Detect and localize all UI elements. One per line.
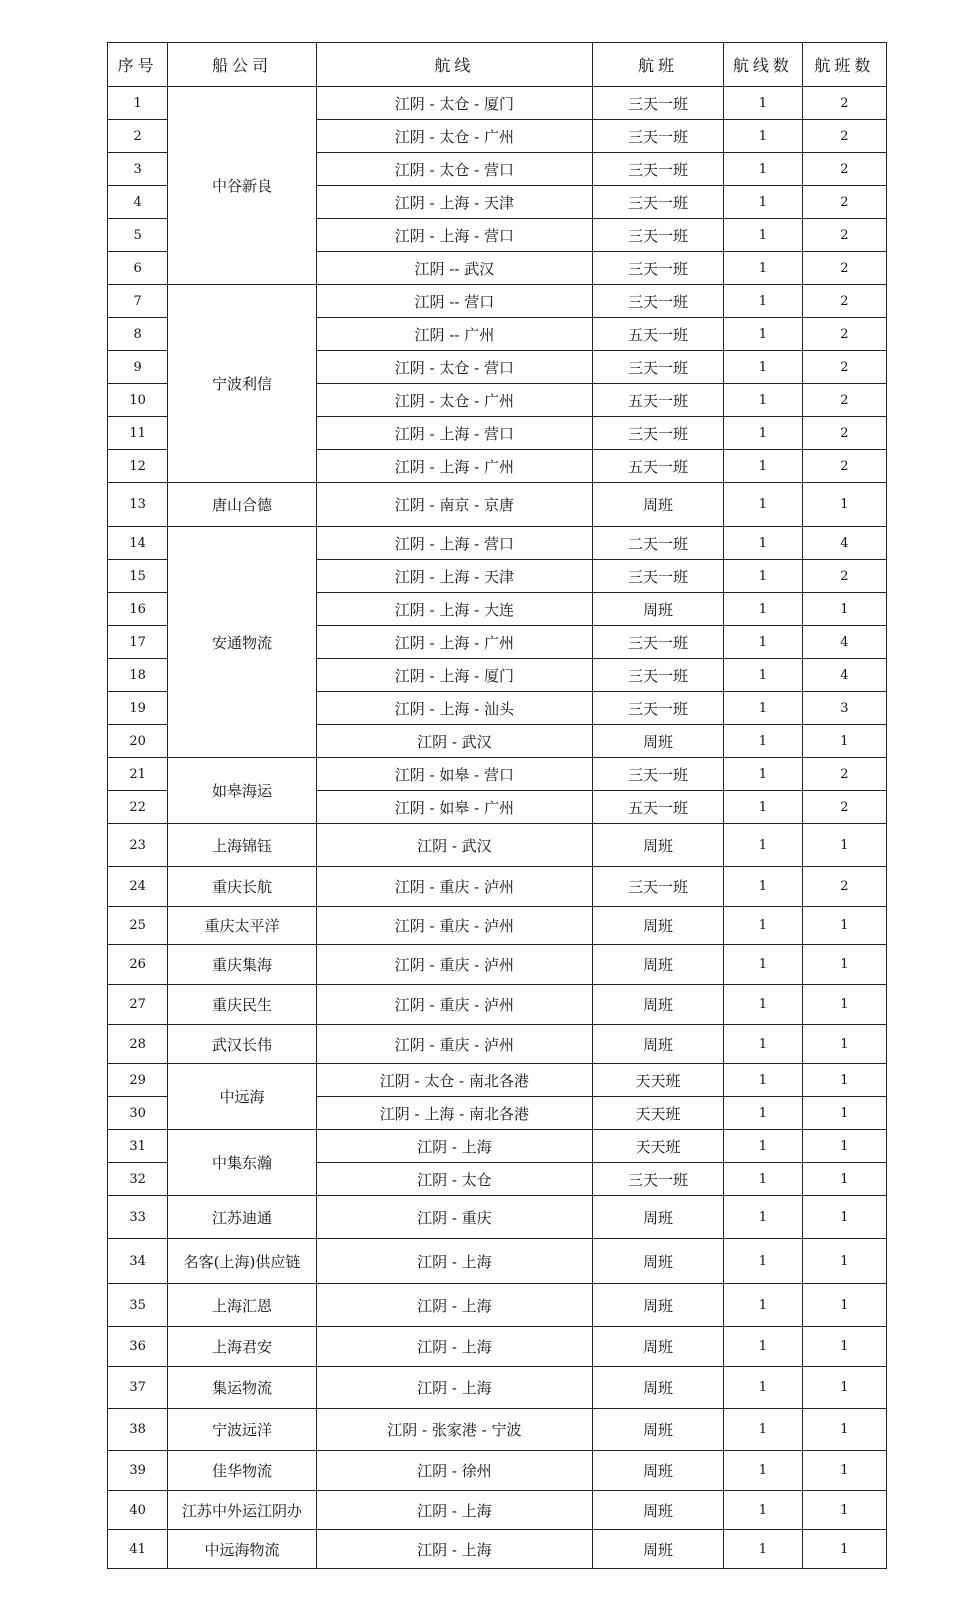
header-company: 船公司	[168, 43, 317, 87]
table-row	[108, 483, 887, 527]
row-seq: 27	[108, 985, 168, 1025]
frequency: 三天一班	[593, 692, 724, 725]
frequency: 三天一班	[593, 1163, 724, 1196]
row-seq: 39	[108, 1451, 168, 1491]
frequency: 三天一班	[593, 626, 724, 659]
flight-count: 2	[802, 351, 886, 384]
route: 江阴 -- 广州	[316, 318, 592, 351]
table-body	[108, 87, 887, 1569]
frequency: 五天一班	[593, 384, 724, 417]
flight-count: 2	[802, 560, 886, 593]
line-count: 1	[723, 351, 802, 384]
row-seq: 11	[108, 417, 168, 450]
route: 江阴 - 上海 - 广州	[316, 626, 592, 659]
line-count: 1	[723, 1409, 802, 1451]
flight-count: 2	[802, 120, 886, 153]
row-seq: 41	[108, 1530, 168, 1569]
frequency: 五天一班	[593, 318, 724, 351]
row-seq: 40	[108, 1491, 168, 1530]
route: 江阴 - 上海	[316, 1530, 592, 1569]
line-count: 1	[723, 450, 802, 483]
frequency: 周班	[593, 1327, 724, 1367]
line-count: 1	[723, 758, 802, 791]
route: 江阴 - 重庆 - 泸州	[316, 985, 592, 1025]
table-row	[108, 824, 887, 867]
route: 江阴 - 上海 - 汕头	[316, 692, 592, 725]
flight-count: 2	[802, 758, 886, 791]
line-count: 1	[723, 1130, 802, 1163]
company-name: 集运物流	[168, 1367, 317, 1409]
route: 江阴 - 上海 - 营口	[316, 219, 592, 252]
line-count: 1	[723, 1284, 802, 1327]
company-name: 佳华物流	[168, 1451, 317, 1491]
line-count: 1	[723, 824, 802, 867]
line-count: 1	[723, 285, 802, 318]
line-count: 1	[723, 907, 802, 945]
table-row	[108, 87, 887, 120]
flight-count: 1	[802, 824, 886, 867]
route: 江阴 - 太仓 - 南北各港	[316, 1064, 592, 1097]
line-count: 1	[723, 593, 802, 626]
flight-count: 1	[802, 1239, 886, 1284]
line-count: 1	[723, 318, 802, 351]
table-row	[108, 1284, 887, 1327]
table-row	[108, 867, 887, 907]
line-count: 1	[723, 120, 802, 153]
frequency: 天天班	[593, 1064, 724, 1097]
row-seq: 29	[108, 1064, 168, 1097]
flight-count: 1	[802, 1451, 886, 1491]
flight-count: 1	[802, 1284, 886, 1327]
frequency: 三天一班	[593, 153, 724, 186]
company-name: 宁波利信	[168, 285, 317, 483]
frequency: 周班	[593, 593, 724, 626]
company-name: 上海君安	[168, 1327, 317, 1367]
line-count: 1	[723, 252, 802, 285]
flight-count: 2	[802, 252, 886, 285]
table-row	[108, 1130, 887, 1163]
company-name: 重庆集海	[168, 945, 317, 985]
table-row	[108, 985, 887, 1025]
frequency: 周班	[593, 1025, 724, 1064]
row-seq: 20	[108, 725, 168, 758]
table-row	[108, 1367, 887, 1409]
company-name: 上海汇恩	[168, 1284, 317, 1327]
line-count: 1	[723, 1025, 802, 1064]
company-name: 上海锦钰	[168, 824, 317, 867]
header-flight-count: 航班数	[802, 43, 886, 87]
flight-count: 1	[802, 593, 886, 626]
flight-count: 1	[802, 725, 886, 758]
flight-count: 2	[802, 867, 886, 907]
company-name: 中远海	[168, 1064, 317, 1130]
frequency: 周班	[593, 725, 724, 758]
table-row	[108, 1025, 887, 1064]
frequency: 三天一班	[593, 351, 724, 384]
frequency: 三天一班	[593, 417, 724, 450]
route: 江阴 - 上海 - 营口	[316, 417, 592, 450]
row-seq: 25	[108, 907, 168, 945]
frequency: 天天班	[593, 1097, 724, 1130]
company-name: 武汉长伟	[168, 1025, 317, 1064]
route: 江阴 - 南京 - 京唐	[316, 483, 592, 527]
table-row	[108, 1530, 887, 1569]
route: 江阴 - 如皋 - 营口	[316, 758, 592, 791]
header-line-count: 航线数	[723, 43, 802, 87]
line-count: 1	[723, 1097, 802, 1130]
company-name: 江苏中外运江阴办	[168, 1491, 317, 1530]
table-row	[108, 945, 887, 985]
flight-count: 1	[802, 483, 886, 527]
table-row	[108, 1196, 887, 1239]
row-seq: 24	[108, 867, 168, 907]
company-name: 名客(上海)供应链	[168, 1239, 317, 1284]
row-seq: 18	[108, 659, 168, 692]
route: 江阴 - 太仓 - 营口	[316, 153, 592, 186]
frequency: 三天一班	[593, 219, 724, 252]
row-seq: 34	[108, 1239, 168, 1284]
row-seq: 8	[108, 318, 168, 351]
row-seq: 30	[108, 1097, 168, 1130]
frequency: 五天一班	[593, 450, 724, 483]
flight-count: 1	[802, 1409, 886, 1451]
route: 江阴 - 重庆 - 泸州	[316, 945, 592, 985]
table-row	[108, 1239, 887, 1284]
line-count: 1	[723, 626, 802, 659]
route: 江阴 - 张家港 - 宁波	[316, 1409, 592, 1451]
flight-count: 4	[802, 527, 886, 560]
route: 江阴 - 徐州	[316, 1451, 592, 1491]
route: 江阴 - 上海	[316, 1491, 592, 1530]
route: 江阴 - 太仓 - 广州	[316, 384, 592, 417]
route: 江阴 - 上海 - 营口	[316, 527, 592, 560]
row-seq: 19	[108, 692, 168, 725]
flight-count: 2	[802, 318, 886, 351]
route: 江阴 - 上海 - 厦门	[316, 659, 592, 692]
row-seq: 3	[108, 153, 168, 186]
flight-count: 1	[802, 1025, 886, 1064]
row-seq: 13	[108, 483, 168, 527]
frequency: 三天一班	[593, 120, 724, 153]
row-seq: 6	[108, 252, 168, 285]
flight-count: 1	[802, 1327, 886, 1367]
frequency: 三天一班	[593, 285, 724, 318]
route: 江阴 - 上海 - 大连	[316, 593, 592, 626]
line-count: 1	[723, 659, 802, 692]
line-count: 1	[723, 153, 802, 186]
table-row	[108, 1451, 887, 1491]
line-count: 1	[723, 725, 802, 758]
row-seq: 22	[108, 791, 168, 824]
route: 江阴 - 上海 - 天津	[316, 186, 592, 219]
flight-count: 2	[802, 285, 886, 318]
flight-count: 3	[802, 692, 886, 725]
row-seq: 17	[108, 626, 168, 659]
flight-count: 1	[802, 1530, 886, 1569]
flight-count: 1	[802, 1130, 886, 1163]
table-row	[108, 1064, 887, 1097]
frequency: 周班	[593, 1284, 724, 1327]
line-count: 1	[723, 417, 802, 450]
line-count: 1	[723, 985, 802, 1025]
line-count: 1	[723, 867, 802, 907]
row-seq: 1	[108, 87, 168, 120]
route: 江阴 - 上海 - 南北各港	[316, 1097, 592, 1130]
frequency: 周班	[593, 483, 724, 527]
company-name: 江苏迪通	[168, 1196, 317, 1239]
line-count: 1	[723, 1239, 802, 1284]
flight-count: 2	[802, 791, 886, 824]
flight-count: 1	[802, 907, 886, 945]
line-count: 1	[723, 945, 802, 985]
flight-count: 1	[802, 1097, 886, 1130]
flight-count: 2	[802, 186, 886, 219]
table-row	[108, 527, 887, 560]
flight-count: 4	[802, 659, 886, 692]
frequency: 三天一班	[593, 867, 724, 907]
header-seq: 序号	[108, 43, 168, 87]
row-seq: 28	[108, 1025, 168, 1064]
flight-count: 1	[802, 1163, 886, 1196]
flight-count: 1	[802, 985, 886, 1025]
frequency: 周班	[593, 1409, 724, 1451]
line-count: 1	[723, 1530, 802, 1569]
frequency: 三天一班	[593, 252, 724, 285]
row-seq: 35	[108, 1284, 168, 1327]
route: 江阴 -- 营口	[316, 285, 592, 318]
frequency: 周班	[593, 1239, 724, 1284]
frequency: 周班	[593, 985, 724, 1025]
line-count: 1	[723, 1367, 802, 1409]
flight-count: 1	[802, 1064, 886, 1097]
flight-count: 1	[802, 1491, 886, 1530]
frequency: 天天班	[593, 1130, 724, 1163]
row-seq: 33	[108, 1196, 168, 1239]
route: 江阴 - 太仓 - 厦门	[316, 87, 592, 120]
flight-count: 2	[802, 384, 886, 417]
route: 江阴 - 如皋 - 广州	[316, 791, 592, 824]
row-seq: 23	[108, 824, 168, 867]
table-row	[108, 907, 887, 945]
row-seq: 14	[108, 527, 168, 560]
header-route: 航线	[316, 43, 592, 87]
row-seq: 9	[108, 351, 168, 384]
route: 江阴 - 太仓 - 营口	[316, 351, 592, 384]
flight-count: 1	[802, 1196, 886, 1239]
flight-count: 1	[802, 945, 886, 985]
route: 江阴 - 武汉	[316, 824, 592, 867]
line-count: 1	[723, 384, 802, 417]
company-name: 中远海物流	[168, 1530, 317, 1569]
frequency: 周班	[593, 1367, 724, 1409]
line-count: 1	[723, 1196, 802, 1239]
row-seq: 26	[108, 945, 168, 985]
frequency: 三天一班	[593, 560, 724, 593]
route: 江阴 - 上海	[316, 1367, 592, 1409]
row-seq: 2	[108, 120, 168, 153]
flight-count: 2	[802, 450, 886, 483]
route: 江阴 - 上海 - 天津	[316, 560, 592, 593]
line-count: 1	[723, 1491, 802, 1530]
flight-count: 2	[802, 153, 886, 186]
frequency: 周班	[593, 1530, 724, 1569]
flight-count: 2	[802, 417, 886, 450]
line-count: 1	[723, 791, 802, 824]
row-seq: 31	[108, 1130, 168, 1163]
company-name: 中谷新良	[168, 87, 317, 285]
company-name: 重庆长航	[168, 867, 317, 907]
route: 江阴 - 重庆 - 泸州	[316, 907, 592, 945]
frequency: 周班	[593, 1451, 724, 1491]
company-name: 重庆民生	[168, 985, 317, 1025]
line-count: 1	[723, 527, 802, 560]
table-row	[108, 1409, 887, 1451]
row-seq: 7	[108, 285, 168, 318]
frequency: 周班	[593, 907, 724, 945]
table-row	[108, 1491, 887, 1530]
route: 江阴 - 上海	[316, 1239, 592, 1284]
row-seq: 4	[108, 186, 168, 219]
row-seq: 38	[108, 1409, 168, 1451]
row-seq: 32	[108, 1163, 168, 1196]
line-count: 1	[723, 483, 802, 527]
row-seq: 5	[108, 219, 168, 252]
frequency: 周班	[593, 1196, 724, 1239]
flight-count: 2	[802, 219, 886, 252]
company-name: 唐山合德	[168, 483, 317, 527]
line-count: 1	[723, 1327, 802, 1367]
line-count: 1	[723, 186, 802, 219]
row-seq: 36	[108, 1327, 168, 1367]
route: 江阴 - 上海	[316, 1130, 592, 1163]
route: 江阴 - 上海 - 广州	[316, 450, 592, 483]
frequency: 周班	[593, 945, 724, 985]
frequency: 三天一班	[593, 186, 724, 219]
frequency: 三天一班	[593, 659, 724, 692]
route: 江阴 - 重庆 - 泸州	[316, 1025, 592, 1064]
company-name: 中集东瀚	[168, 1130, 317, 1196]
line-count: 1	[723, 87, 802, 120]
table-row	[108, 758, 887, 791]
route: 江阴 -- 武汉	[316, 252, 592, 285]
frequency: 五天一班	[593, 791, 724, 824]
company-name: 安通物流	[168, 527, 317, 758]
line-count: 1	[723, 1451, 802, 1491]
route: 江阴 - 上海	[316, 1327, 592, 1367]
route: 江阴 - 重庆 - 泸州	[316, 867, 592, 907]
frequency: 三天一班	[593, 87, 724, 120]
company-name: 如皋海运	[168, 758, 317, 824]
frequency: 周班	[593, 1491, 724, 1530]
route: 江阴 - 重庆	[316, 1196, 592, 1239]
row-seq: 37	[108, 1367, 168, 1409]
header-frequency: 航班	[593, 43, 724, 87]
table-row	[108, 1327, 887, 1367]
route: 江阴 - 上海	[316, 1284, 592, 1327]
route: 江阴 - 太仓 - 广州	[316, 120, 592, 153]
flight-count: 1	[802, 1367, 886, 1409]
row-seq: 16	[108, 593, 168, 626]
header-row	[108, 43, 887, 87]
row-seq: 10	[108, 384, 168, 417]
company-name: 重庆太平洋	[168, 907, 317, 945]
flight-count: 2	[802, 87, 886, 120]
row-seq: 21	[108, 758, 168, 791]
line-count: 1	[723, 1064, 802, 1097]
table-header	[108, 43, 887, 87]
line-count: 1	[723, 692, 802, 725]
line-count: 1	[723, 1163, 802, 1196]
frequency: 二天一班	[593, 527, 724, 560]
row-seq: 15	[108, 560, 168, 593]
line-count: 1	[723, 560, 802, 593]
route: 江阴 - 武汉	[316, 725, 592, 758]
route: 江阴 - 太仓	[316, 1163, 592, 1196]
frequency: 三天一班	[593, 758, 724, 791]
frequency: 周班	[593, 824, 724, 867]
table-row	[108, 285, 887, 318]
flight-count: 4	[802, 626, 886, 659]
shipping-schedule-table	[107, 42, 887, 1569]
row-seq: 12	[108, 450, 168, 483]
company-name: 宁波远洋	[168, 1409, 317, 1451]
line-count: 1	[723, 219, 802, 252]
